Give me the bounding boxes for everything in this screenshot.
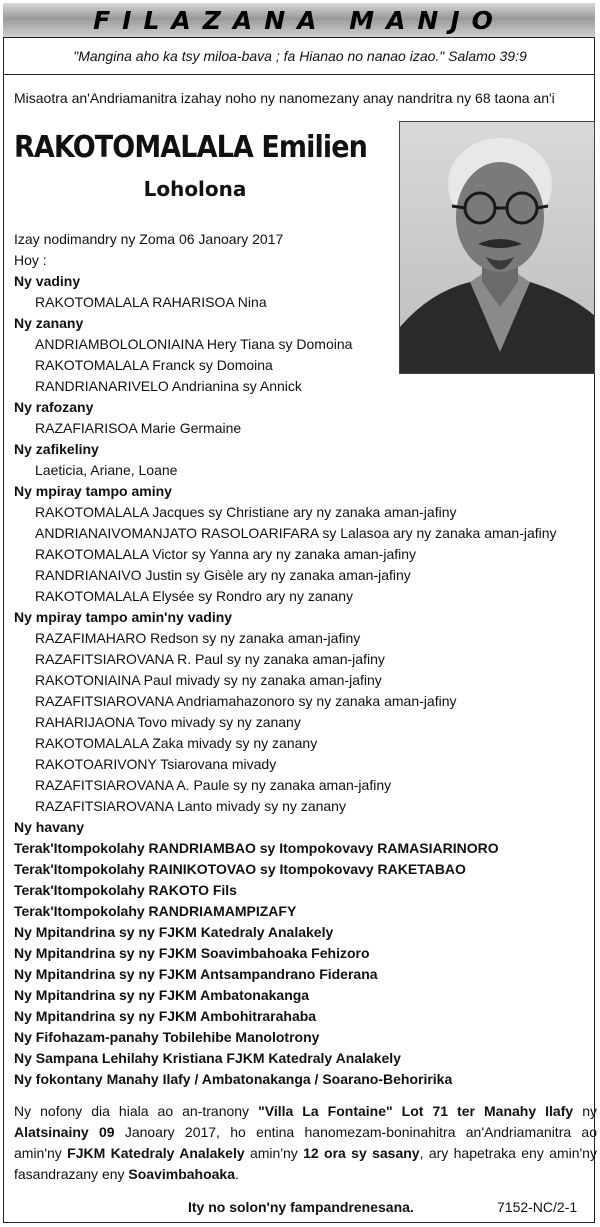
family-heading: Ny vadiny — [14, 273, 81, 289]
funeral-church: FJKM Katedraly Analakely — [67, 1145, 245, 1161]
family-member: ANDRIAMBOLOLONIAINA Hery Tiana sy Domoina — [35, 336, 353, 352]
notice-banner — [3, 3, 595, 38]
family-member: RAKOTOMALALA Zaka mivady sy ny zanany — [35, 735, 318, 751]
footer-reference: 7152-NC/2-1 — [497, 1199, 578, 1215]
family-member: Laeticia, Ariane, Loane — [35, 462, 178, 478]
deceased-role: Loholona — [143, 177, 247, 201]
family-heading: Ny zafikeliny — [14, 441, 99, 457]
family-heading: Ny rafozany — [14, 399, 94, 415]
family-member: RAKOTOMALALA RAHARISOA Nina — [35, 294, 267, 310]
relative-line: Terak'Itompokolahy RANDRIAMAMPIZAFY — [14, 903, 297, 919]
funeral-text: Janoary 2017, ho entina hanomezam-boninahitra an'Andriamanitra ao amin'ny — [14, 1124, 597, 1161]
family-member: RAZAFITSIAROVANA R. Paul sy ny zanaka aman-jafiny — [35, 651, 385, 667]
quote-divider — [3, 74, 595, 75]
family-member: RAKOTOMALALA Jacques sy Christiane ary ny zanaka aman-jafiny — [35, 504, 457, 520]
family-heading: Ny mpiray tampo aminy — [14, 483, 172, 499]
relative-line: Ny Mpitandrina sy ny FJKM Soavimbahoaka Fehizoro — [14, 945, 370, 961]
family-member: ANDRIANAIVOMANJATO RASOLOARIFARA sy Lalasoa ary ny zanaka aman-jafiny — [35, 525, 557, 541]
funeral-address: "Villa La Fontaine" Lot 71 ter Manahy Ilafy — [258, 1103, 574, 1119]
family-heading: Ny zanany — [14, 315, 84, 331]
death-date-line: Izay nodimandry ny Zoma 06 Janoary 2017 — [14, 231, 284, 247]
family-member: RAZAFITSIAROVANA Andriamahazonoro sy ny zanaka aman-jafiny — [35, 693, 457, 709]
family-member: RAHARIJAONA Tovo mivady sy ny zanany — [35, 714, 301, 730]
relative-line: Ny Sampana Lehilahy Kristiana FJKM Katedraly Analakely — [14, 1050, 401, 1066]
funeral-text: ny — [573, 1103, 597, 1119]
funeral-text: amin'ny — [244, 1145, 304, 1161]
family-member: RANDRIANARIVELO Andrianina sy Annick — [35, 378, 302, 394]
relative-line: Ny Mpitandrina sy ny FJKM Ambatonakanga — [14, 987, 310, 1003]
funeral-text: Ny nofony dia hiala ao an-tranony — [14, 1103, 259, 1119]
deceased-name: RAKOTOMALALA Emilien — [14, 130, 367, 165]
family-member: RAZAFITSIAROVANA A. Paule sy ny zanaka aman-jafiny — [35, 777, 392, 793]
relative-line: Ny Fifohazam-panahy Tobilehibe Manolotrony — [14, 1029, 320, 1045]
relative-line: Terak'Itompokolahy RAKOTO Fils — [14, 882, 237, 898]
notice-body — [14, 229, 594, 1090]
family-member: RAZAFITSIAROVANA Lanto mivady sy ny zanany — [35, 798, 346, 814]
intro-text: Misaotra an'Andriamanitra izahay noho ny nanomezany anay nandritra ny 68 taona an'i — [14, 90, 555, 106]
funeral-details — [14, 1101, 597, 1185]
funeral-day: Alatsinainy 09 — [14, 1124, 115, 1140]
funeral-text: , ary hapetraka eny amin'ny fasandrazany eny — [14, 1145, 597, 1182]
burial-place: Soavimbahoaka — [128, 1166, 236, 1182]
family-list — [14, 271, 594, 838]
relative-line: Terak'Itompokolahy RANDRIAMBAO sy Itompokovavy RAMASIARINORO — [14, 840, 499, 856]
family-member: RAZAFIMAHARO Redson sy ny zanaka aman-jafiny — [35, 630, 361, 646]
relative-line: Terak'Itompokolahy RAINIKOTOVAO sy Itompokovavy RAKETABAO — [14, 861, 466, 877]
relative-line: Ny Mpitandrina sy ny FJKM Ambohitrarahaba — [14, 1008, 317, 1024]
family-member: RAKOTOMALALA Elysée sy Rondro ary ny zanany — [35, 588, 353, 604]
banner-title: FILAZANA MANJO — [93, 5, 505, 35]
relative-line: Ny Mpitandrina sy ny FJKM Katedraly Analakely — [14, 924, 334, 940]
funeral-time: 12 ora sy sasany — [303, 1145, 420, 1161]
family-member: RAKOTOARIVONY Tsiarovana mivady — [35, 756, 277, 772]
family-member: RAKOTONIAINA Paul mivady sy ny zanaka aman-jafiny — [35, 672, 382, 688]
funeral-text: . — [235, 1166, 239, 1182]
family-heading: Ny havany — [14, 819, 85, 835]
family-member: RAKOTOMALALA Victor sy Yanna ary ny zanaka aman-jafiny — [35, 546, 417, 562]
family-member: RANDRIANAIVO Justin sy Gisèle ary ny zanaka aman-jafiny — [35, 567, 411, 583]
footer-signature: Ity no solon'ny fampandrenesana. — [188, 1199, 414, 1215]
family-heading: Ny mpiray tampo amin'ny vadiny — [14, 609, 233, 625]
hoy-label: Hoy : — [14, 252, 47, 268]
family-member: RAZAFIARISOA Marie Germaine — [35, 420, 242, 436]
family-member: RAKOTOMALALA Franck sy Domoina — [35, 357, 273, 373]
relatives-list — [14, 838, 594, 1090]
bible-quote: "Mangina aho ka tsy miloa-bava ; fa Hianao no nanao izao." Salamo 39:9 — [73, 48, 527, 64]
relative-line: Ny fokontany Manahy Ilafy / Ambatonakanga / Soarano-Behoririka — [14, 1071, 453, 1087]
relative-line: Ny Mpitandrina sy ny FJKM Antsampandrano Fiderana — [14, 966, 378, 982]
